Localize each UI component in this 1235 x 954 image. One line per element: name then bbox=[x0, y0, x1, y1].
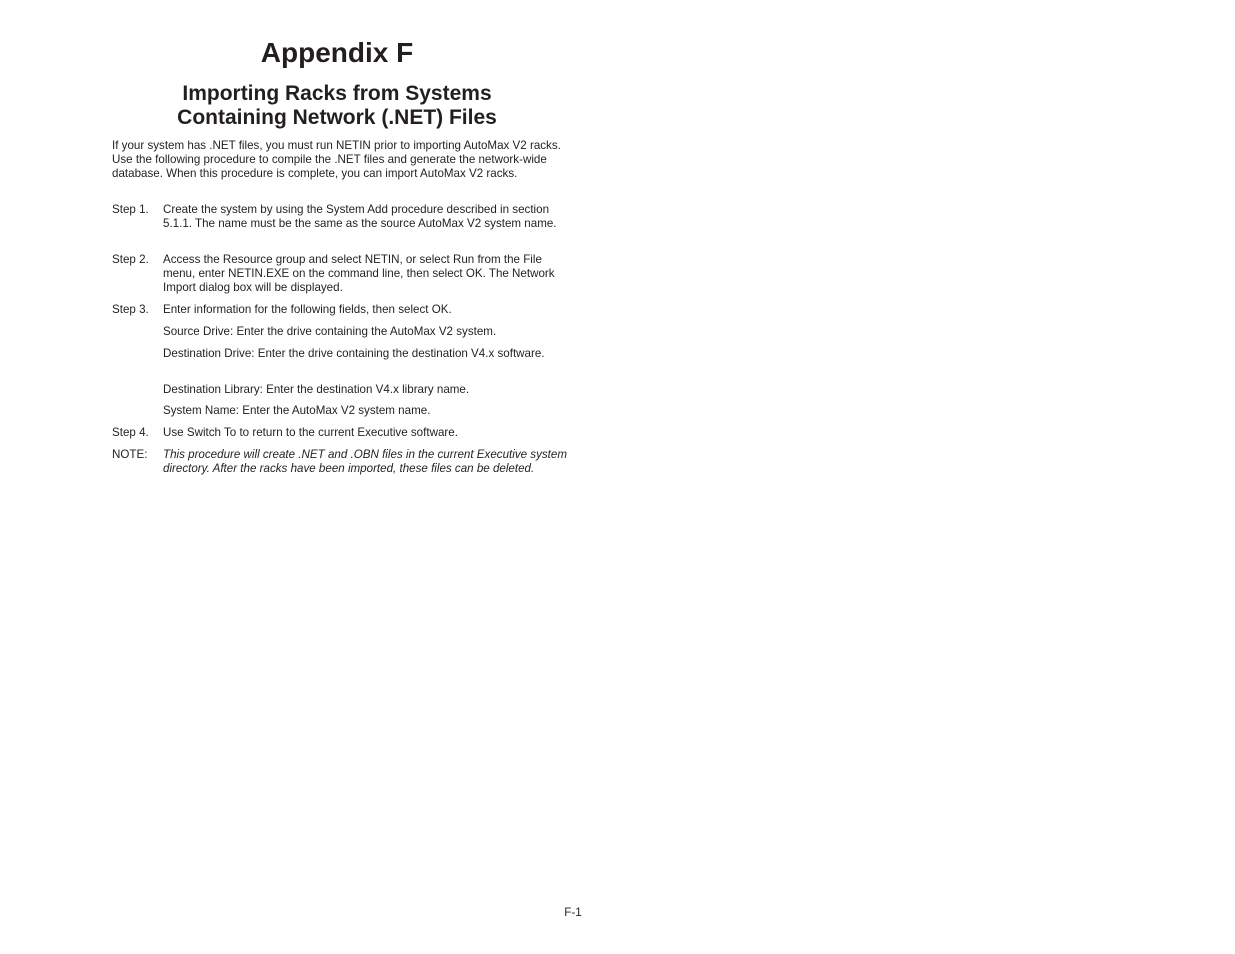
step-label: Step 1. bbox=[112, 203, 149, 216]
section-title bbox=[112, 82, 562, 130]
step-text: Use Switch To to return to the current Executive software. bbox=[163, 426, 458, 439]
field-source-drive: Source Drive: Enter the drive containing the AutoMax V2 system. bbox=[163, 325, 497, 338]
section-title-line-2: Containing Network (.NET) Files bbox=[177, 106, 497, 129]
step-text: Create the system by using the System Add procedure described in section 5.1.1. The name must be the same as the source AutoMax V2 system name. bbox=[163, 203, 557, 230]
section-title-line-1: Importing Racks from Systems bbox=[182, 82, 492, 105]
intro-paragraph: If your system has .NET files, you must run NETIN prior to importing AutoMax V2 racks. Use the following procedure to compile the .NET files and generate the network-wide database. When this procedure is complete, you can import AutoMax V2 racks. bbox=[112, 139, 561, 180]
field-destination-library: Destination Library: Enter the destination V4.x library name. bbox=[163, 383, 470, 396]
page-title: Appendix F bbox=[260, 37, 414, 68]
note-label: NOTE: bbox=[112, 448, 148, 461]
note-text: This procedure will create .NET and .OBN files in the current Executive system directory. After the racks have been imported, these files can be deleted. bbox=[163, 448, 568, 475]
step-text: Access the Resource group and select NETIN, or select Run from the File menu, enter NETIN.EXE on the command line, then select OK. The Network Import dialog box will be displayed. bbox=[163, 253, 555, 294]
step-text: Enter information for the following fields, then select OK. bbox=[163, 303, 452, 316]
step-label: Step 3. bbox=[112, 303, 149, 316]
field-system-name: System Name: Enter the AutoMax V2 system name. bbox=[163, 404, 431, 417]
step-label: Step 2. bbox=[112, 253, 149, 266]
page-number: F-1 bbox=[564, 906, 582, 919]
step-label: Step 4. bbox=[112, 426, 149, 439]
field-destination-drive: Destination Drive: Enter the drive containing the destination V4.x software. bbox=[163, 347, 545, 360]
